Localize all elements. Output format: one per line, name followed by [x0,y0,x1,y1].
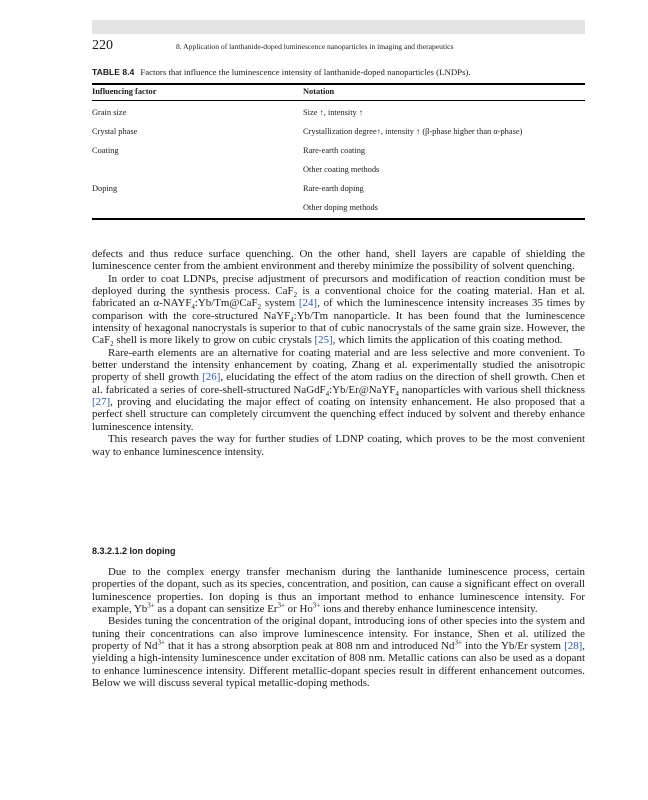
table-label: TABLE 8.4 [92,67,135,77]
paragraph: Due to the complex energy transfer mechanism during the lanthanide luminescence process, certain properties of the dopant, such as its species, concentration, and position, can cause a significant effect on overall luminescence properties. Ion doping is thus an important method to enhance luminescence intensity. For example, $Yb^{3+}$ as a dopant can sensitize $Er^{3+}$ or $Ho^{3+}$ ions and thereby enhance luminescence intensity. [92,566,585,616]
citation-link[interactable]: [24] [298,297,318,310]
top-gray-bar [92,20,585,34]
paragraph: defects and thus reduce surface quenching. On the other hand, shell layers are capable of shielding the luminescence center from the ambient environment and thereby minimize the possibility of solvent quenching. [92,248,585,273]
running-head: 8. Application of lanthanide-doped luminescence nanoparticles in imaging and therapeutics [176,42,454,51]
table-header-rule [92,100,585,101]
table-cell-notation: Other coating methods [303,165,380,174]
paragraph: This research paves the way for further studies of LDNP coating, which proves to be the most convenient way to enhance luminescence intensity. [92,433,585,458]
table-bottom-rule [92,218,585,220]
page-header [92,38,585,54]
citation-link[interactable]: [27] [92,396,111,409]
paragraph: Rare-earth elements are an alternative for coating material and are less selective and more convenient. To better understand the intensity enhancement by coating, Zhang et al. experimentally studied the anisotropic property of shell growth [26], elucidating the effect of the atom radius on the direction of shell growth. Chen et al. fabricated a series of core-shell-structured NaGdF$_4$:Yb/Er@NaYF$_4$ nanoparticles with various shell thickness [27], proving and elucidating the major effect of coating on intensity enhancement. He also proposed that a perfect shell structure can completely circumvent the quenching effect induced by solvent and thereby enhance luminescence intensity. [92,346,585,433]
table-caption [92,67,585,77]
table-cell-notation: Other doping methods [303,203,378,212]
table-cell-notation: Rare-earth doping [303,184,364,193]
section-subheading: 8.3.2.1.2 Ion doping [92,546,176,556]
table-top-rule [92,83,585,85]
citation-link[interactable]: [28] [564,640,583,653]
page-number: 220 [92,38,113,53]
column-header-notation: Notation [303,87,335,96]
table-cell-notation: Rare-earth coating [303,146,366,155]
column-header-factor: Influencing factor [92,87,157,96]
table-cell-notation: Size ↑, intensity ↑ [303,108,364,117]
table-cell-factor: Doping [92,184,118,193]
paragraph: Besides tuning the concentration of the original dopant, introducing ions of other species into the system and tuning their concentrations can also improve luminescence intensity. For instance, Shen et al. utilized the property of $Nd^{3+}$ that it has a strong absorption peak at 808 nm and introduced $Nd^{3+}$ into the Yb/Er system [28], yielding a high-intensity luminescence under excitation of 808 nm. Metallic cations can also be used as a dopant to enhance luminescence intensity. Different metallic-dopant species result in different enhancement outcomes. Below we will discuss several typical metallic-doping methods. [92,615,586,690]
citation-link[interactable]: [25] [314,334,333,347]
table-cell-factor: Coating [92,146,119,155]
body-text-lower [92,566,585,689]
table-cell-factor: Crystal phase [92,127,138,136]
table-caption-text: Factors that influence the luminescence intensity of lanthanide-doped nanoparticles (LNDPs). [140,67,471,77]
citation-link[interactable]: [26] [202,371,221,384]
paragraph: In order to coat LDNPs, precise adjustment of precursors and modification of reaction condition must be deployed during the synthesis process. CaF$_2$ is a conventional choice for the coating material. Han et al. fabricated an $\alpha-NAYF_4:Yb/Tm@CaF_2$ system [24], of which the luminescence intensity increases 35 times by comparison with the core-structured NaYF$_4$:Yb/Tm nanoparticle. It has been found that the luminescence intensity of hexagonal nanocrystals is superior to that of cubic nanocrystals of the same grain size. However, the CaF$_2$ shell is more likely to grow on cubic crystals [25], which limits the application of this coating method. [92,272,585,349]
table-cell-factor: Grain size [92,108,127,117]
body-text-upper [92,248,585,458]
table-cell-notation: Crystallization degree↑, intensity ↑ (β-phase higher than α-phase) [303,127,523,136]
